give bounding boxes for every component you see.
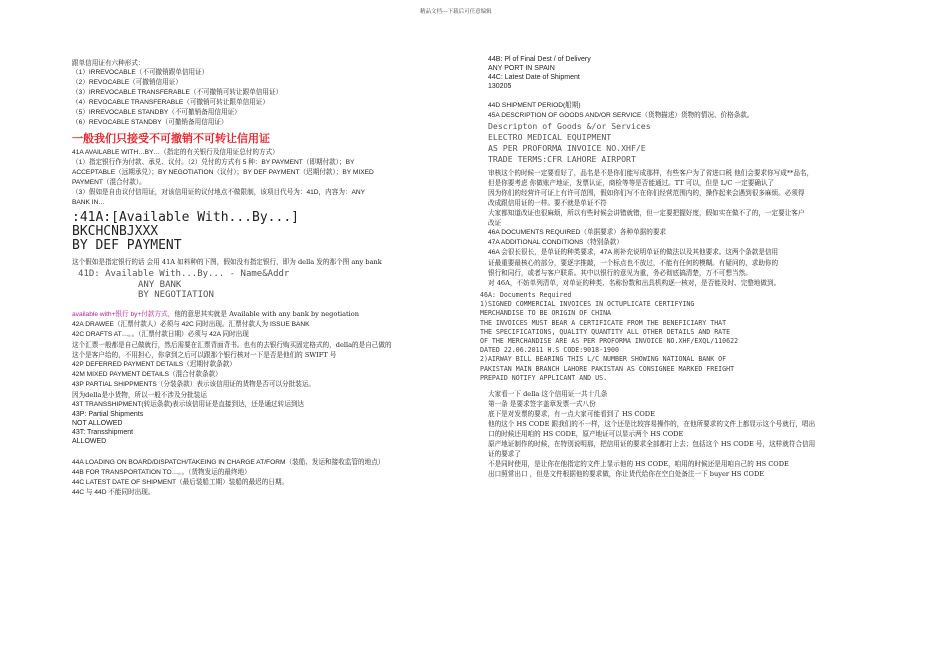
scan-41d-method: BY NEGOTIATION — [138, 290, 214, 300]
review-note: 改证 — [488, 219, 502, 227]
scan-43-line: ALLOWED — [72, 437, 107, 445]
field-42p: 42P DEFERRED PAYMENT DETAILS（迟期付款条款） — [72, 360, 236, 368]
summary-line: 底下是对发票的要求，有一点大家可能看到了 HS CODE — [488, 410, 655, 419]
scan-43-line: 43T: Transshipment — [72, 428, 134, 436]
scan-41a-swift: BKCHCNBJXXX — [72, 224, 159, 239]
lc-type-item: （1）IRREVOCABLE（不可撤销跟单信用证） — [72, 69, 209, 76]
field-44c: 44C LATEST DATE OF SHIPMENT（最后装船工期）装船的最迟的日期。 — [72, 478, 289, 486]
red-headline: 一般我们只接受不可撤销不可转让信用证 — [72, 132, 270, 145]
review-note: 改成跟信用证的一样。要不就是单证不符 — [488, 199, 607, 207]
available-with-highlight: available with+银行 by+付款方式， — [72, 310, 175, 318]
field-43t: 43T TRANSSHIPMENT(转运条款)表示该信用证是直接到达，还是通过转运到达 — [72, 400, 305, 408]
scan-41a-method: BY DEF PAYMENT — [72, 238, 182, 253]
scan-43-line: NOT ALLOWED — [72, 419, 123, 427]
docs-line: PREPAID NOTIFY APPLICANT AND US. — [480, 373, 608, 382]
available-with-note — [72, 309, 462, 320]
docs-line: 2)AIRWAY BILL BEARING THIS L/C NUMBER SHOWING NATIONAL BANK OF — [480, 355, 727, 364]
lc-type-item: （6）REVOCABLE STANDBY（可撤销备用信用证） — [72, 119, 228, 126]
summary-line: 第一条 是要求签字盖章发票一式八份 — [488, 400, 596, 409]
docs-line: PAKISTAN MAIN BRANCH LAHORE PAKISTAN AS CONSIGNEE MARKED FREIGHT — [480, 364, 735, 373]
docs-explanation: 对 46A，不妨单列清单，对单证的种类、名称份数和出具机构逐一核对，是否能及时、完整地做到。 — [488, 279, 781, 287]
scan-44bc-image — [488, 55, 888, 91]
summary-line: 不是同时使用，是让你在他指定的文件上显示他的 HS CODE，咱用的时候还是用咱自己的 HS CODE — [488, 460, 789, 469]
summary-line: 他的这个 HS CODE 跟我们的不一样，这个还是比较容易操作的，在他所要求的文件上都显示这个号就行，唱出 — [488, 420, 816, 429]
field-42a: 42A DRAWEE（汇票付款人）必须与 42C 同时出现。汇票付款人为 ISSUE BANK — [72, 320, 310, 328]
goods-line: TRADE TERMS:CFR LAHORE AIRPORT — [488, 154, 636, 164]
field-41a-title: 41A AVAILABLE WITH…BY…（指定的有关银行及信用证总付的方式） — [72, 149, 279, 156]
goods-line: AS PER PROFORMA INVOICE NO.XHF/E — [488, 143, 646, 153]
docs-line: OF THE MERCHANDISE ARE AS PER PROFORMA INVOICE NO.XHF/EXQL/110622 — [480, 337, 739, 346]
scan-43-line: 43P: Partial Shipments — [72, 410, 144, 418]
review-note: 审核这个的时候一定要看好了，品名是不是你们能写成那样，有些客户为了省进口税 他们会要求你写成**品名， — [488, 169, 814, 177]
header-note: 精品文档---下载后可任意编辑 — [420, 9, 492, 15]
scan-43-image — [72, 410, 462, 446]
lc-types-intro: 跟单信用证有六种形式： — [72, 59, 145, 67]
field-43p: 43P PARTIAL SHIPPMENTS（分装条款）表示该信用证的货物是否可以分批装运。 — [72, 380, 316, 388]
field-44d: 44D SHIPMENT PERIOD(船期) — [488, 102, 581, 109]
scan-41a-tag: :41A:[Available With...By...] — [72, 210, 299, 225]
scan-41d-tag: 41D: Available With...By... - Name&Addr — [78, 269, 290, 279]
lc-type-item: （5）IRREVOCABLE STANDBY（不可撤销备用信用证） — [72, 109, 241, 116]
docs-explanation: 证最重要最核心的部分，要逐字推敲，一个标点也不放过，不能有任何的模糊。有疑问的，求助你的 — [488, 259, 779, 267]
field-42c: 42C DRAFTS AT…。。（汇票付款日期）必须与 42A 同时出现 — [72, 330, 249, 338]
field-41a-text: （3）假如是自由议付信用证，对该信用证的议付地点不做限制，该项目代号为：41D，内容为：ANY — [72, 189, 366, 196]
docs-explanation: 银行和同行，或者与客户联系。其中以银行的意见为重，务必彻底搞清楚，万不可想当然。 — [488, 269, 752, 277]
field-44b: 44B FOR TRANSPORTATION TO…。。（货物发运的最终地） — [72, 468, 251, 476]
lc-type-item: （2）REVOCABLE（可撤销信用证） — [72, 79, 182, 86]
field-44a: 44A LOADING ON BOARD/DISPATCH/TAKEING IN CHARGE AT/FORM（装船、发运和接收监管的地点） — [72, 458, 385, 466]
docs-explanation: 46A 会很长很长，是单证的种类要求，47A 则补充说明单证的做法以及其他要求。这两个条款是信用 — [488, 249, 779, 256]
note-41a: 这个假如是指定银行的话 会用 41A 如料种的下图，假如没有指定银行，即为 della 发的那个图 any bank — [72, 258, 382, 266]
field-45a: 45A DESCRIPTION OF GOODS AND/OR SERVICE（货物描述）货物的情况、价格条款。 — [488, 112, 754, 119]
scan-44-line: 130205 — [488, 83, 512, 90]
goods-line: ELECTRO MEDICAL EQUIPMENT — [488, 132, 612, 142]
field-41a-text: BANK IN… — [72, 199, 105, 206]
scan-41a-image — [72, 211, 462, 253]
summary-line: 证的要求了 — [488, 450, 521, 459]
left-column — [72, 58, 462, 498]
field-42m: 42M MIXED PAYMENT DETAILS（混合付款条款） — [72, 370, 222, 378]
docs-line: DATED 22.06.2011 H.S CODE:9018-1900 — [480, 346, 619, 355]
field-41a-text: ACCEPTABLE（远期承兑）；BY NEGOTIATION（议付）；BY DEF PAYMENT（迟期付款）；BY MIXED — [72, 169, 374, 176]
scan-41d-bank: ANY BANK — [138, 279, 182, 290]
draft-note: 这个汇票一般都是自己做就行，然后需要在汇票背面背书。也有的去银行购买固定格式的，della的是自己做的 — [72, 340, 392, 349]
docs-line: MERCHANDISE TO BE ORIGIN OF CHINA — [480, 309, 612, 318]
scan-46a-image — [480, 291, 888, 383]
partial-note: 因为della是小货物，所以一般不涉及分批装运 — [72, 390, 207, 399]
swift-note: 这个是客户给的，不用担心，你拿到之后可以跟那个银行核对一下是否是他们的 SWIFT 号 — [72, 350, 337, 359]
scan-41d-image — [78, 269, 462, 301]
available-with-explanation: 他的意思其实就是 Available with any bank by negotiation — [174, 309, 360, 318]
scan-44-line: ANY PORT IN SPAIN — [488, 65, 555, 72]
field-47a: 47A ADDITIONAL CONDITIONS（特别条款） — [488, 239, 623, 246]
scan-44-line: 44C: Latest Date of Shipment — [488, 74, 580, 81]
goods-line: Descripton of Goods &/or Services — [488, 121, 651, 131]
docs-line: 1)SIGNED COMMERCIAL INVOICES IN OCTUPLICATE CERTIFYING — [480, 300, 695, 309]
field-41a-text: PAYMENT（混合付款）。 — [72, 179, 146, 186]
docs-line: THE INVOICES MUST BEAR A CERTIFICATE FROM THE BENEFICIARY THAT — [480, 318, 727, 327]
summary-line: 出口照常出口 ，但是文件根据他的要求做，你让货代给你在空白处备注一下 buyer HS CODE — [488, 470, 765, 479]
lc-type-item: （4）REVOCABLE TRANSFERABLE（可撤销可转让跟单信用证） — [72, 99, 269, 106]
docs-line: 46A: Documents Required — [480, 291, 572, 299]
scan-44-line: 44B: Pl of Final Dest / of Delivery — [488, 56, 591, 63]
lc-type-item: （3）IRREVOCABLE TRANSFERABLE（不可撤销可转让跟单信用证） — [72, 89, 283, 96]
field-46a: 46A DOCUMENTS REQUIRED（单据要求）各种单据的要求 — [488, 229, 667, 236]
summary-line: 大家看一下 della 这个信用证一共十几条 — [488, 390, 608, 399]
review-note: 因为你们的经营许可证上有许可范围，假如你们写不在你们经营范围内的，操作起来会遇到很多麻烦。必须得 — [488, 189, 805, 197]
review-note: 但是你要考虑 你做账产地证，发票认证，商检等等是否能通过。TT 可以，但是 L/C 一定要确认了 — [488, 179, 775, 187]
field-41a-text: （1）指定银行作为付款、承兑、议付。（2）兑付的方式有 5 种：BY PAYMENT（即期付款）；BY — [72, 159, 355, 166]
docs-line: THE SPECIFICATIONS, QUALITY QUANTITY ALL OTHER DETAILS AND RATE — [480, 327, 731, 336]
summary-line: 口的时候还用咱的 HS CODE，原产地证可以显示两个 HS CODE — [488, 430, 684, 439]
scan-goods-image — [488, 121, 888, 165]
field-44c-note: 44C 与 44D 不能同时出现。 — [72, 488, 155, 496]
summary-line: 原产地证制作的时候，在特别说明那，把信用证的要求全部都打上去；包括这个 HS CODE 号，这样就符合信用 — [488, 440, 816, 449]
right-column — [480, 56, 888, 479]
review-note: 大家都知道改证也很麻烦，所以有些时候会讲错就错，但一定要把握好度，假如实在做不了的，一定要让客户 — [488, 209, 805, 217]
